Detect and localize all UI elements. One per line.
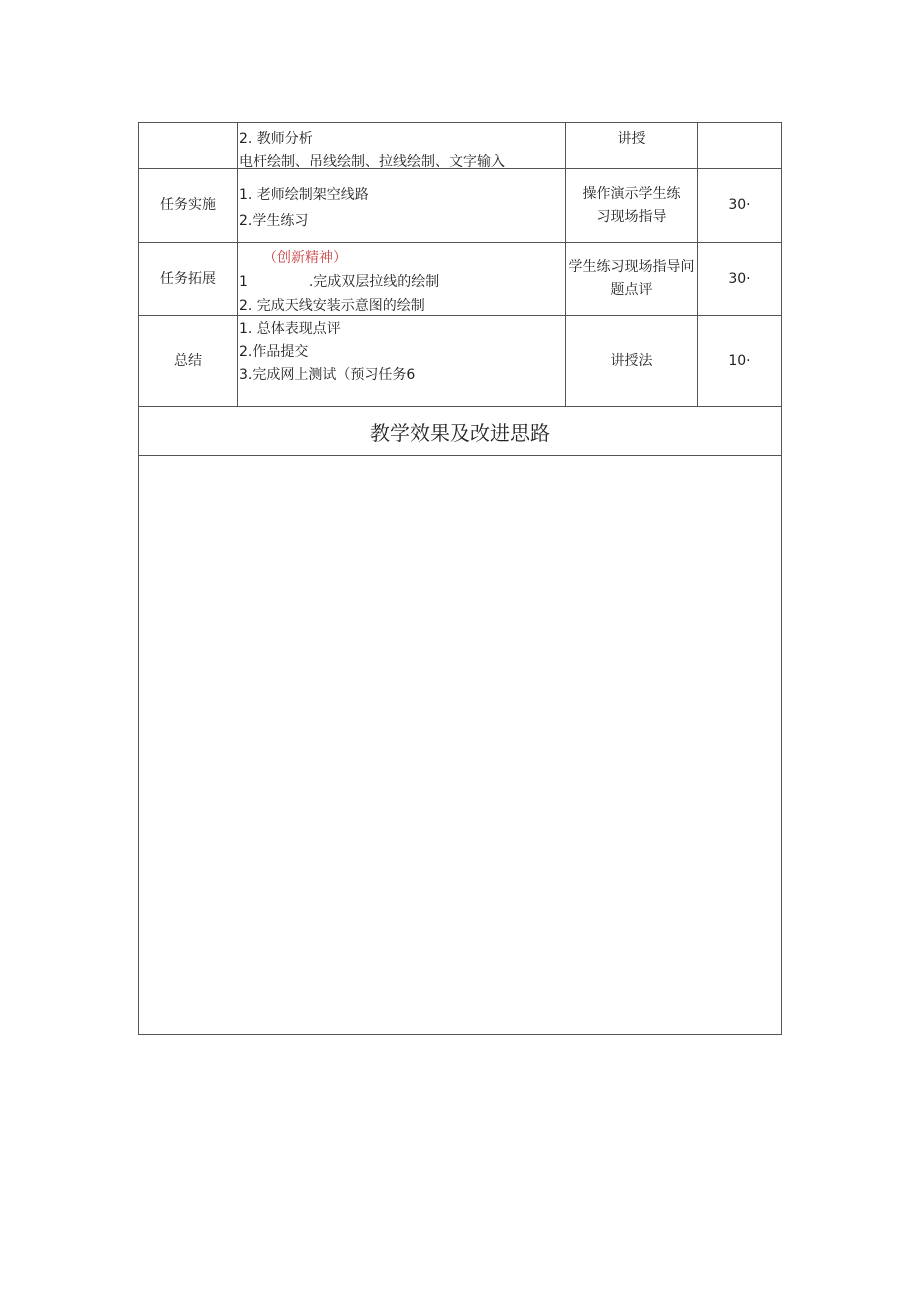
content-line: 2. 教师分析 (239, 131, 313, 147)
table-row (139, 316, 781, 407)
section-heading (139, 407, 781, 456)
content-cell (238, 243, 566, 315)
content-number: 1 (239, 274, 248, 290)
method-label: 讲授法 (610, 352, 653, 369)
method-cell (566, 243, 698, 315)
phase-label: 任务实施 (160, 197, 216, 213)
highlight-label: （创新精神） (263, 250, 347, 266)
time-cell (698, 123, 781, 168)
section-body (139, 456, 781, 1034)
method-label: 讲授 (617, 131, 646, 147)
content-cell (238, 169, 566, 242)
time-label: 30· (728, 197, 751, 213)
time-cell (698, 316, 781, 406)
method-cell (566, 123, 698, 168)
content-cell (238, 123, 566, 168)
phase-cell (139, 169, 238, 242)
method-cell (566, 169, 698, 242)
content-line: 3.完成网上测试（预习任务6 (239, 367, 416, 383)
method-label: 学生练习现场指导问题点评 (568, 259, 695, 298)
content-line: 1. 老师绘制架空线路 (239, 187, 369, 203)
table-row (139, 243, 781, 316)
section-heading-text: 教学效果及改进思路 (370, 420, 550, 445)
lesson-plan-table (138, 122, 782, 1035)
phase-cell (139, 123, 238, 168)
table-row (139, 169, 781, 243)
content-line: 电杆绘制、吊线绘制、拉线绘制、文字输入 (239, 154, 505, 168)
phase-cell (139, 316, 238, 406)
content-line (239, 270, 565, 294)
method-cell (566, 316, 698, 406)
time-cell (698, 243, 781, 315)
content-line: 2.作品提交 (239, 344, 309, 360)
time-label: 30· (728, 270, 751, 287)
table-row (139, 123, 781, 169)
method-label: 操作演示学生练习现场指导 (582, 185, 681, 225)
content-line: 2. 完成天线安装示意图的绘制 (239, 298, 425, 314)
content-cell (238, 316, 566, 406)
time-cell (698, 169, 781, 242)
phase-label: 总结 (174, 352, 202, 369)
phase-cell (139, 243, 238, 315)
time-label: 10· (728, 352, 751, 369)
content-text: .完成双层拉线的绘制 (308, 274, 440, 290)
phase-label: 任务拓展 (160, 270, 216, 287)
content-line: 2.学生练习 (239, 213, 309, 229)
content-line: 1. 总体表现点评 (239, 321, 341, 337)
